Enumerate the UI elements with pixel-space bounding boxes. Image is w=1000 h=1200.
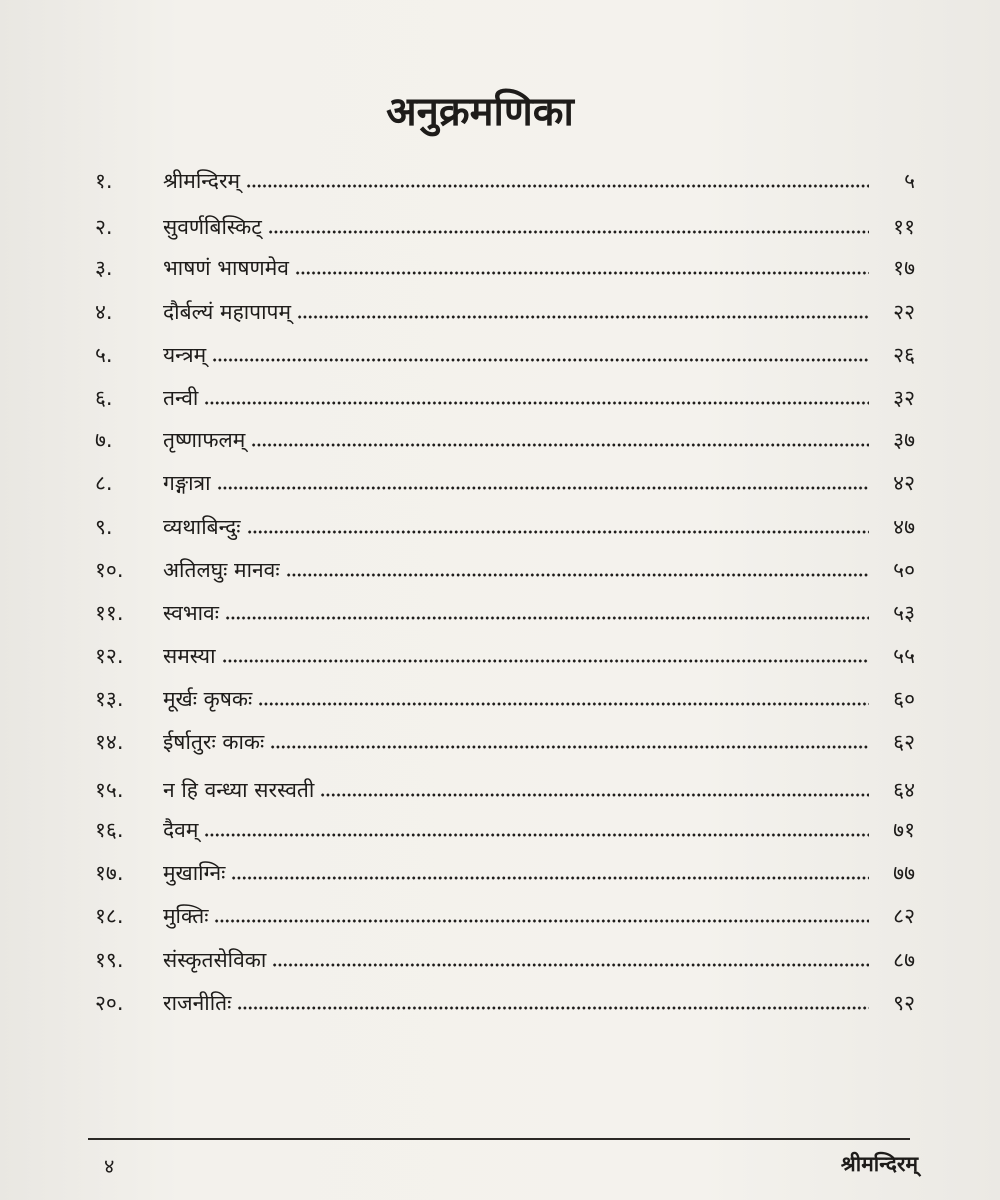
dot-leader	[286, 572, 869, 578]
toc-entry	[95, 983, 915, 1023]
toc-entry	[95, 679, 915, 719]
entry-page: ५५	[893, 644, 915, 668]
entry-number: १७.	[95, 861, 124, 885]
entry-title: अतिलघुः मानवः	[163, 558, 280, 582]
dot-leader	[272, 962, 869, 968]
entry-number: १६.	[95, 818, 124, 842]
entry-page: ७१	[893, 818, 915, 842]
dot-leader	[204, 832, 869, 838]
entry-number: १५.	[95, 778, 124, 802]
entry-page: ४७	[893, 515, 915, 539]
entry-number: १०.	[95, 558, 124, 582]
footer-rule	[88, 1138, 910, 1140]
entry-number: ८.	[95, 471, 113, 495]
toc-entry	[95, 207, 915, 247]
toc-entry	[95, 507, 915, 547]
toc-entry	[95, 722, 915, 762]
dot-leader	[212, 357, 869, 363]
entry-number: ११.	[95, 601, 124, 625]
toc-entry	[95, 853, 915, 893]
footer-page-number: ४	[104, 1154, 115, 1178]
entry-title: दौर्बल्यं महापापम्	[163, 300, 292, 324]
page-title: अनुक्रमणिका	[386, 89, 574, 135]
entry-page: ५०	[893, 558, 915, 582]
entry-number: ४.	[95, 300, 113, 324]
dot-leader	[320, 792, 869, 798]
entry-title: गङ्गात्रा	[163, 471, 211, 495]
toc-entry	[95, 940, 915, 980]
entry-number: २.	[95, 215, 113, 239]
dot-leader	[217, 485, 869, 491]
entry-number: ३.	[95, 256, 113, 280]
toc-entry	[95, 335, 915, 375]
toc-entry	[95, 593, 915, 633]
entry-page: ६२	[893, 730, 915, 754]
entry-page: ६०	[893, 687, 915, 711]
entry-title: मुखाग्निः	[163, 861, 226, 885]
dot-leader	[237, 1005, 869, 1011]
entry-page: ५	[904, 169, 915, 193]
entry-title: तृष्णाफलम्	[163, 428, 246, 452]
entry-title: मूर्खः कृषकः	[163, 687, 253, 711]
entry-page: ९२	[893, 991, 915, 1015]
entry-title: न हि वन्ध्या सरस्वती	[163, 778, 315, 802]
toc-entry	[95, 636, 915, 676]
entry-page: ३७	[893, 428, 915, 452]
dot-leader	[270, 744, 869, 750]
dot-leader	[225, 615, 869, 621]
entry-title: संस्कृतसेविका	[163, 948, 267, 972]
dot-leader	[247, 529, 869, 535]
footer-running-title: श्रीमन्दिरम्	[840, 1152, 918, 1176]
entry-page: ८७	[893, 948, 915, 972]
entry-title: समस्या	[163, 644, 216, 668]
entry-title: मुक्तिः	[163, 904, 209, 928]
dot-leader	[222, 658, 869, 664]
entry-number: २०.	[95, 991, 124, 1015]
toc-entry	[95, 896, 915, 936]
dot-leader	[268, 229, 869, 235]
entry-title: दैवम्	[163, 818, 199, 842]
entry-number: ६.	[95, 386, 113, 410]
entry-number: ५.	[95, 343, 113, 367]
toc-entry	[95, 378, 915, 418]
dot-leader	[295, 270, 869, 276]
entry-page: ४२	[893, 471, 915, 495]
entry-title: ईर्षातुरः काकः	[163, 730, 265, 754]
entry-title: राजनीतिः	[163, 991, 232, 1015]
entry-page: ११	[893, 215, 915, 239]
entry-title: श्रीमन्दिरम्	[163, 169, 241, 193]
entry-number: ९.	[95, 515, 113, 539]
entry-page: १७	[893, 256, 915, 280]
toc-entry	[95, 161, 915, 201]
toc-entry	[95, 770, 915, 810]
entry-title: भाषणं भाषणमेव	[163, 256, 289, 280]
toc-entry	[95, 550, 915, 590]
entry-title: तन्वी	[163, 386, 199, 410]
entry-page: ५३	[893, 601, 915, 625]
entry-number: १८.	[95, 904, 124, 928]
dot-leader	[231, 875, 869, 881]
entry-title: व्यथाबिन्दुः	[163, 515, 241, 539]
entry-page: ६४	[893, 778, 915, 802]
entry-number: ७.	[95, 428, 113, 452]
toc-entry	[95, 292, 915, 332]
entry-page: २२	[893, 300, 915, 324]
entry-page: ७७	[893, 861, 915, 885]
entry-title: यन्त्रम्	[163, 343, 207, 367]
toc-entry	[95, 248, 915, 288]
entry-number: १३.	[95, 687, 124, 711]
dot-leader	[251, 442, 869, 448]
toc-entry	[95, 463, 915, 503]
entry-number: १२.	[95, 644, 124, 668]
dot-leader	[246, 183, 869, 189]
entry-page: ३२	[893, 386, 915, 410]
entry-title: स्वभावः	[163, 601, 219, 625]
dot-leader	[258, 701, 869, 707]
entry-page: २६	[893, 343, 915, 367]
entry-number: १९.	[95, 948, 124, 972]
dot-leader	[297, 314, 869, 320]
entry-number: १.	[95, 169, 113, 193]
entry-title: सुवर्णबिस्किट्	[163, 215, 262, 239]
toc-entry	[95, 810, 915, 850]
dot-leader	[214, 918, 869, 924]
entry-number: १४.	[95, 730, 124, 754]
entry-page: ८२	[893, 904, 915, 928]
toc-entry	[95, 420, 915, 460]
dot-leader	[204, 400, 869, 406]
